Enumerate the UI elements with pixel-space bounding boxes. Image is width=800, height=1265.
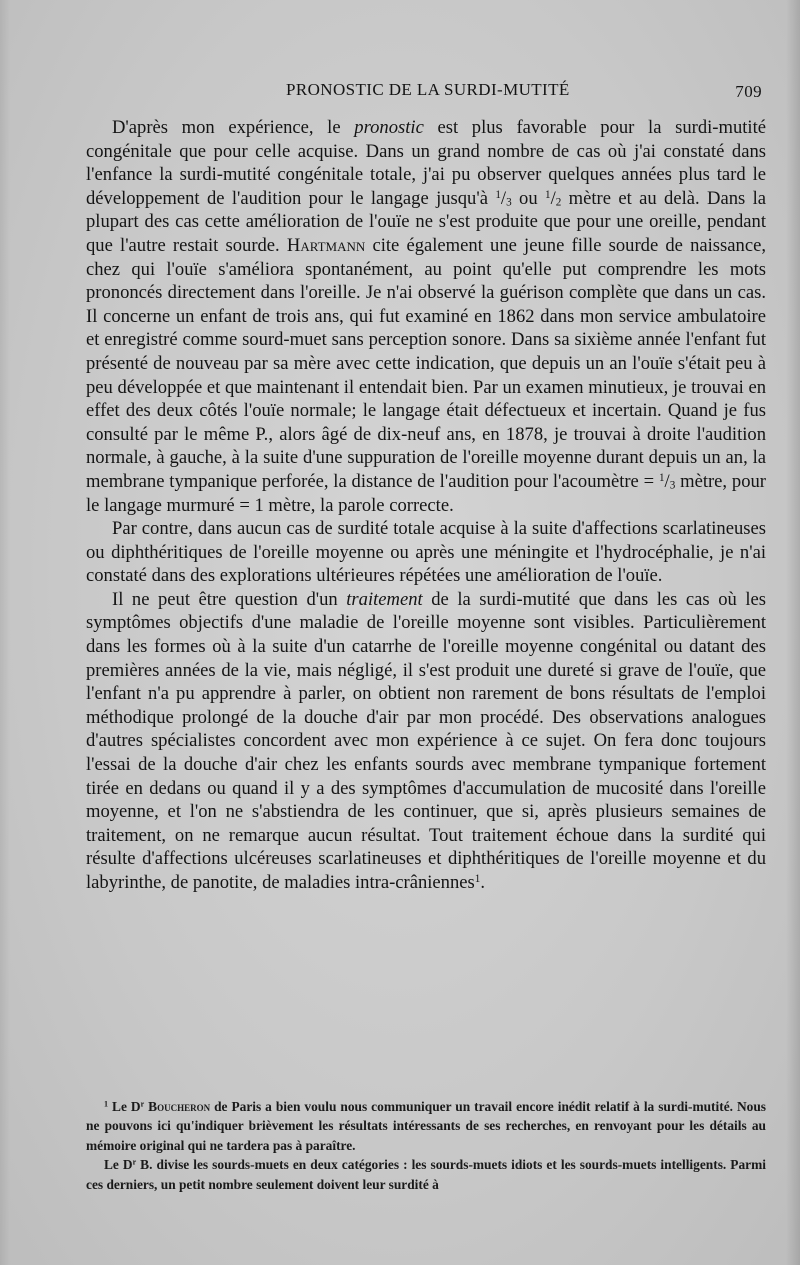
page-right-shadow: [786, 0, 800, 1265]
text-run: Le: [112, 1099, 131, 1114]
main-text: [86, 116, 766, 895]
italic-term: traitement: [346, 588, 423, 610]
fraction: $^1/_3$: [658, 470, 676, 492]
fraction: $^1/_3$: [495, 187, 512, 209]
text-run: cite également une jeune fille sourde de naissance, chez qui l'ouïe s'améliora spontanément, au point qu'elle put comprendre les mots prononcés directement dans l'oreille. Je n'ai observé la guérison complète que dans un cas. Il concerne un enfant de trois ans, qui fut examiné en 1862 dans mon service ambulatoire et enregistré comme sourd-muet sans perception sonore. Dans sa sixième année l'enfant fut présenté de nouveau par sa mère avec cette indication, que depuis un an l'ouïe s'était peu à peu développée et que maintenant il entendait bien. Par un examen minutieux, je trouvai en effet des deux côtés l'ouïe normale; le langage était défectueux et incertain. Quand je fus consulté par le même P., alors âgé de dix-neuf ans, en 1878, je trouvai à droite l'audition normale, à gauche, à la suite d'une suppuration de l'oreille moyenne durant depuis un an, la membrane tympanique perforée, la distance de l'audition pour l'acoumètre =: [86, 234, 766, 492]
fraction: $^1/_2$: [544, 187, 562, 209]
author-name: Hartmann: [286, 234, 366, 256]
text-run: de la surdi-mutité que dans les cas où les symptômes objectifs d'une maladie de l'oreille moyenne sont visibles. Particulièrement dans les formes où à la suite d'un catarrhe de l'oreille moyenne congénital ou datant des premières années de la vie, mais négligé, il s'est produit une dureté si grave de l'ouïe, que l'enfant n'a pu apprendre à parler, on obtient non rarement de bons résultats de l'emploi méthodique prolongé de la douche d'air par mon procédé. Des observations analogues d'autres spécialistes concordent avec mon expérience à ce sujet. On fera donc toujours l'essai de la douche d'air chez les enfants sourds avec membrane tympanique fortement tirée en dedans ou quand il y a des symptômes d'accumulation de mucosité dans l'oreille moyenne, et l'on ne s'abstiendra de les continuer, que si, après plusieurs semaines de traitement, on ne remarque aucun résultat. Tout traitement échoue dans la surdité qui résulte d'affections ulcéreuses scarlatineuses et diphthéritiques de l'oreille moyenne et du labyrinthe, de panotite, de maladies intra-crâniennes: [86, 588, 766, 893]
paragraph-treatment: [86, 588, 766, 895]
page-left-shadow: [0, 0, 10, 1265]
text-run: Le: [104, 1157, 123, 1173]
text-run: est plus favorable pour la surdi-mutité congénitale que pour celle acquise. Dans un grand nombre de cas où j'ai constaté dans l'enfance la surdi-mutité congénitale totale, j'ai pu observer quelques années plus tard le développement de l'audition pour le langage jusqu'à: [86, 117, 766, 209]
text-run: ou: [511, 187, 545, 209]
text-run: D: [130, 1099, 141, 1114]
italic-term: pronostic: [354, 117, 424, 138]
text-run: B. divise les sourds-muets en deux catégories : les sourds-muets idiots et les sourds-muets intelligents. Parmi ces derniers, un petit nombre seulement doivent leur surdité à: [86, 1157, 766, 1192]
author-name: Boucheron: [148, 1099, 211, 1114]
text-run: D: [122, 1157, 133, 1173]
text-run: mètre et au delà. Dans la plupart des cas cette amélioration de l'ouïe ne s'est produite que pour une oreille, pendant que l'autre restait sourde.: [86, 187, 767, 256]
text-run: mètre, pour le langage murmuré = 1 mètre, la parole correcte.: [86, 470, 766, 516]
footnote-1: $^1$ Le $D^r$ Boucheron de Paris a bien voulu nous communiquer un travail encore inédit relatif à la surdi-mutité. Nous ne pouvons ici qu'indiquer brièvement les résultats intéressants de ses recherches, en renvoyant pour les détails au mémoire original qui ne tardera pas à paraître.: [86, 1099, 766, 1153]
text-run: D'après mon expérience, le: [112, 117, 355, 138]
running-header: [90, 80, 762, 104]
page-number: 709: [735, 82, 762, 101]
footnote-reference: 1: [474, 872, 481, 885]
footnote-1-continued: Le $D^r$ B. divise les sourds-muets en deux catégories : les sourds-muets idiots et les sourds-muets intelligents. Parmi ces derniers, un petit nombre seulement doivent leur surdité à: [86, 1157, 766, 1192]
text-run: Il ne peut être question d'un: [112, 588, 347, 610]
text-run: .: [480, 872, 485, 893]
paragraph-acquired-deafness: Par contre, dans aucun cas de surdité totale acquise à la suite d'affections scarlatineuses ou diphthéritiques de l'oreille moyenne ou après une méningite et l'hydrocéphalie, je n'ai constaté dans des explorations ultérieures répétées une amélioration de l'ouïe.: [86, 518, 766, 587]
text-run: de Paris a bien voulu nous communiquer un travail encore inédit relatif à la surdi-mutité. Nous ne pouvons ici qu'indiquer brièvement les résultats intéressants de ses recherches, en renvoyant pour les détails au mémoire original qui ne tardera pas à paraître.: [86, 1099, 766, 1153]
running-title: PRONOSTIC DE LA SURDI-MUTITÉ: [286, 80, 570, 99]
footnote-marker: 1: [104, 1099, 109, 1109]
footnotes: [86, 1097, 766, 1194]
paragraph-prognosis: [86, 116, 766, 517]
